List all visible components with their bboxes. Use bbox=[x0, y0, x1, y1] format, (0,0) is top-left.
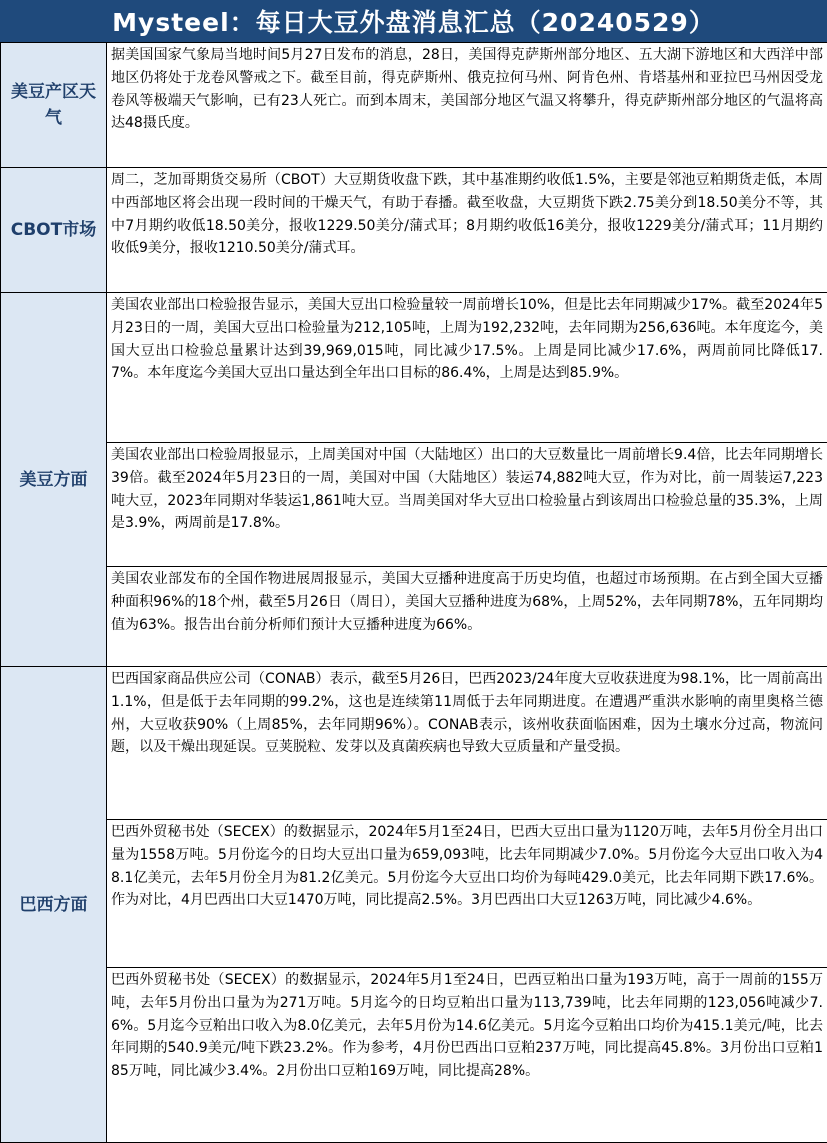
page-title: Mysteel：每日大豆外盘消息汇总（20240529） bbox=[0, 0, 827, 42]
news-item-us-export-inspection: 美国农业部出口检验报告显示，美国大豆出口检验量较一周前增长10%，但是比去年同期减少17%。截至2024年5月23日的一周，美国大豆出口检验量为212,105吨，上周为192,232吨，去年同期为256,636吨。本年度迄今，美国大豆出口检验总量累计达到39,969,015吨，同比减少17.5%。上周是同比减少17.6%，两周前同比降低17.7%。本年度迄今美国大豆出口量达到全年出口目标的86.4%，上周是达到85.9%。 bbox=[107, 293, 827, 443]
news-item-us-weather: 据美国国家气象局当地时间5月27日发布的消息，28日，美国得克萨斯州部分地区、五大湖下游地区和大西洋中部地区仍将处于龙卷风警戒之下。截至目前，得克萨斯州、俄克拉何马州、阿肯色州、肯塔基州和亚拉巴马州因受龙卷风等极端天气影响，已有23人死亡。而到本周末，美国部分地区气温又将攀升，得克萨斯州部分地区的气温将高达48摄氏度。 bbox=[107, 43, 827, 168]
news-table bbox=[0, 42, 827, 1143]
news-item-cbot: 周二，芝加哥期货交易所（CBOT）大豆期货收盘下跌，其中基准期约收低1.5%，主要是邻池豆粕期货走低，本周中西部地区将会出现一段时间的干燥天气，有助于春播。截至收盘，大豆期货下跌2.75美分到18.50美分不等，其中7月期约收低18.50美分，报收1229.50美分/蒲式耳；8月期约收低16美分，报收1229美分/蒲式耳；11月期约收低9美分，报收1210.50美分/蒲式耳。 bbox=[107, 168, 827, 293]
category-label: 巴西方面 bbox=[19, 894, 88, 915]
category-us-weather bbox=[1, 43, 107, 168]
section-row-us-soybean-1 bbox=[1, 293, 827, 443]
category-label: 美豆方面 bbox=[19, 469, 88, 490]
news-item-us-crop-progress: 美国农业部发布的全国作物进展周报显示，美国大豆播种进度高于历史均值，也超过市场预期。在占到全国大豆播种面积96%的18个州，截至5月26日（周日），美国大豆播种进度为68%，上周52%，去年同期78%，五年同期均值为63%。报告出台前分析师们预计大豆播种进度为66%。 bbox=[107, 567, 827, 667]
section-row-brazil-1 bbox=[1, 667, 827, 820]
category-cbot bbox=[1, 168, 107, 293]
section-row-brazil-3 bbox=[1, 968, 827, 1143]
category-brazil bbox=[1, 667, 107, 1143]
section-row-cbot bbox=[1, 168, 827, 293]
section-row-brazil-2 bbox=[1, 820, 827, 968]
category-us-soybean bbox=[1, 293, 107, 667]
section-row-us-soybean-2 bbox=[1, 443, 827, 567]
section-row-us-soybean-3 bbox=[1, 567, 827, 667]
category-label: 美豆产区天气 bbox=[11, 82, 96, 128]
section-row-us-weather bbox=[1, 43, 827, 168]
news-item-brazil-soybean-exports: 巴西外贸秘书处（SECEX）的数据显示，2024年5月1至24日，巴西大豆出口量为1120万吨，去年5月份全月出口量为1558万吨。5月份迄今的日均大豆出口量为659,093吨，比去年同期减少7.0%。5月份迄今大豆出口收入为48.1亿美元，去年5月份全月为81.2亿美元。5月份迄今大豆出口均价为每吨429.0美元，比去年同期下跌17.6%。作为对比，4月巴西出口大豆1470万吨，同比提高2.5%。3月巴西出口大豆1263万吨，同比减少4.6%。 bbox=[107, 820, 827, 968]
news-item-us-china-shipments: 美国农业部出口检验周报显示，上周美国对中国（大陆地区）出口的大豆数量比一周前增长9.4倍，比去年同期增长39倍。截至2024年5月23日的一周，美国对中国（大陆地区）装运74,882吨大豆，作为对比，前一周装运7,223吨大豆，2023年同期对华装运1,861吨大豆。当周美国对华大豆出口检验量占到该周出口检验总量的35.3%，上周是3.9%，两周前是17.8%。 bbox=[107, 443, 827, 567]
category-label: CBOT市场 bbox=[10, 220, 97, 240]
news-item-brazil-harvest: 巴西国家商品供应公司（CONAB）表示，截至5月26日，巴西2023/24年度大豆收获进度为98.1%，比一周前高出1.1%，但是低于去年同期的99.2%，这也是连续第11周低于去年同期进度。在遭遇严重洪水影响的南里奥格兰德州，大豆收获90%（上周85%，去年同期96%）。CONAB表示，该州收获面临困难，因为土壤水分过高，物流问题，以及干燥出现延误。豆荚脱粒、发芽以及真菌疾病也导致大豆质量和产量受损。 bbox=[107, 667, 827, 820]
news-item-brazil-meal-exports: 巴西外贸秘书处（SECEX）的数据显示，2024年5月1至24日，巴西豆粕出口量为193万吨，高于一周前的155万吨，去年5月份出口量为为271万吨。5月迄今的日均豆粕出口量为113,739吨，比去年同期的123,056吨减少7.6%。5月迄今豆粕出口收入为8.0亿美元，去年5月份为14.6亿美元。5月迄今豆粕出口均价为415.1美元/吨，比去年同期的540.9美元/吨下跌23.2%。作为参考，4月份巴西出口豆粕237万吨，同比提高45.8%。3月份出口豆粕185万吨，同比减少3.4%。2月份出口豆粕169万吨，同比提高28%。 bbox=[107, 968, 827, 1143]
